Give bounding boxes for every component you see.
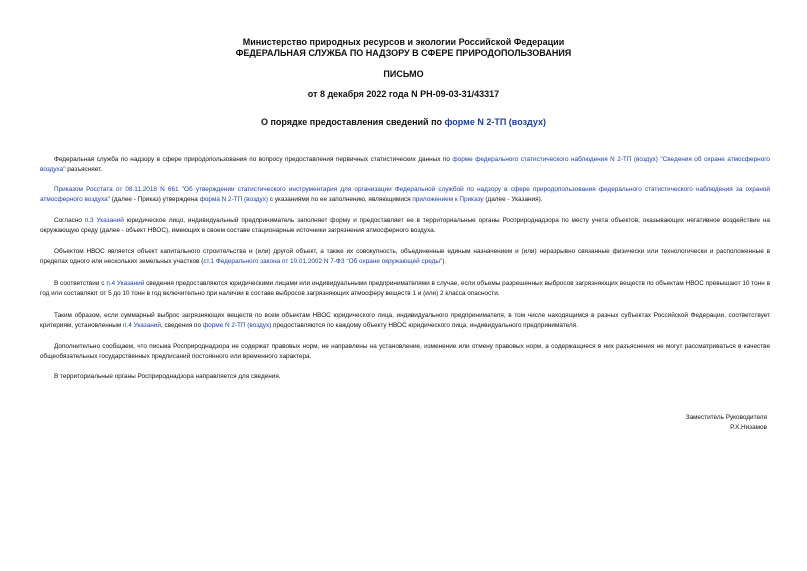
document-subject — [0, 117, 807, 127]
paragraph-1 — [40, 155, 770, 175]
p6-text-2: , сведения по — [160, 322, 203, 330]
signature-block — [686, 413, 767, 433]
subject-form-link[interactable]: форме N 2-ТП (воздух) — [444, 117, 547, 127]
p1-form-link[interactable]: форме федерального статистического наблюдения N 2-ТП (воздух) "Сведения об охране атмосферного воздуха" — [40, 156, 770, 174]
signer-position: Заместитель Руководителя — [685, 414, 767, 421]
p5-instructions-link[interactable]: п.4 Указаний — [106, 280, 145, 287]
paragraph-5 — [40, 279, 770, 299]
signer-name: Р.Х.Низамов — [730, 424, 767, 431]
p2-text-1: (далее - Приказ) утверждена — [109, 196, 200, 204]
p6-instructions-link[interactable]: п.4 Указаний — [123, 322, 161, 330]
p2-order-link[interactable]: Приказом Росстата от 08.11.2018 N 661 "Об утверждении статистического инструментария для организации Федеральной службой по надзору в сфере природопользования федерального статистического наблюдения за охраной атмосферного воздуха" — [40, 186, 770, 204]
p4-text-1: Объектом НВОС является объект капитального строительства и (или) другой объект, а также их совокупность, объединенные единым назначением и (или) неразрывно связанные физически или технологически и расположенные в пределах одного или нескольких земельных участков ( — [40, 248, 770, 266]
p3-text-2: юридическое лицо, индивидуальный предприниматель заполняет форму и предоставляет ее в территориальные органы Росприроднадзора по месту учета объектов, оказывающих негативное воздействие на окружающую среду (далее - объект НВОС), имеющих в своем составе стационарные источники загрязнения атмосферного воздуха. — [40, 217, 770, 235]
p8-text-1: В территориальные органы Росприроднадзора направляется для сведения. — [54, 373, 281, 380]
paragraph-4 — [40, 247, 770, 267]
p2-form-link[interactable]: форма N 2-ТП (воздух) — [199, 196, 268, 204]
p2-text-3: (далее - Указания). — [483, 196, 543, 204]
p3-text-1: Согласно — [54, 217, 85, 224]
document-date-number: от 8 декабря 2022 года N РН-09-03-31/43317 — [307, 89, 500, 99]
paragraph-7 — [40, 342, 770, 362]
p2-text-2: с указаниями по ее заполнению, являющимися — [267, 196, 413, 204]
paragraph-8 — [40, 372, 770, 382]
p6-text-1: Таким образом, если суммарный выброс загрязняющих веществ по всем объектам НВОС юридического лица, индивидуального предпринимателя, в том числе находящимся в разных субъектах Российской Федерации, соответствует критериям, установленным — [40, 312, 770, 330]
service-name: ФЕДЕРАЛЬНАЯ СЛУЖБА ПО НАДЗОРУ В СФЕРЕ ПРИРОДОПОЛЬЗОВАНИЯ — [235, 48, 572, 58]
p4-law-link[interactable]: ст.1 Федерального закона от 10.01.2002 N 7-ФЗ "Об охране окружающей среды" — [203, 258, 443, 266]
p3-instructions-link[interactable]: п.3 Указаний — [84, 217, 124, 224]
paragraph-2 — [40, 185, 770, 205]
paragraph-3 — [40, 216, 770, 236]
p4-text-2: ). — [442, 258, 447, 266]
p1-text-2: разъясняет. — [65, 166, 103, 174]
p2-appendix-link[interactable]: приложением к Приказу — [412, 196, 484, 204]
paragraph-6 — [40, 311, 770, 331]
p5-text-2: сведения предоставляются юридическими лицами или индивидуальными предпринимателями в случае, если объемы разрешенных выбросов загрязняющих веществ по объектам НВОС превышают 10 тонн в год или составляют от 5 до 10 тонн в год включительно при наличии в составе выбросов загрязняющих атмосферу веществ 1 и (или) 2 класса опасности. — [40, 280, 770, 298]
document-type: ПИСЬМО — [383, 69, 424, 79]
ministry-name: Министерство природных ресурсов и экологии Российской Федерации — [242, 37, 565, 47]
p5-text-1: В соответствии с — [54, 280, 107, 287]
p6-form-link[interactable]: форме N 2-ТП (воздух) — [202, 322, 272, 330]
p1-text-1: Федеральная служба по надзору в сфере природопользования по вопросу предоставления первичных статистических данных по — [54, 156, 453, 163]
p6-text-3: предоставляются по каждому объекту НВОС юридического лица, индивидуального предпринимателя. — [271, 322, 578, 330]
subject-text: О порядке предоставления сведений по — [260, 117, 445, 127]
p7-text-1: Дополнительно сообщаем, что письма Росприроднадзора не содержат правовых норм, не направлены на установление, изменение или отмену правовых норм, а содержащиеся в них разъяснения не могут рассматриваться в качестве общеобязательных государственных предписаний постоянного или временного характера. — [40, 343, 770, 361]
